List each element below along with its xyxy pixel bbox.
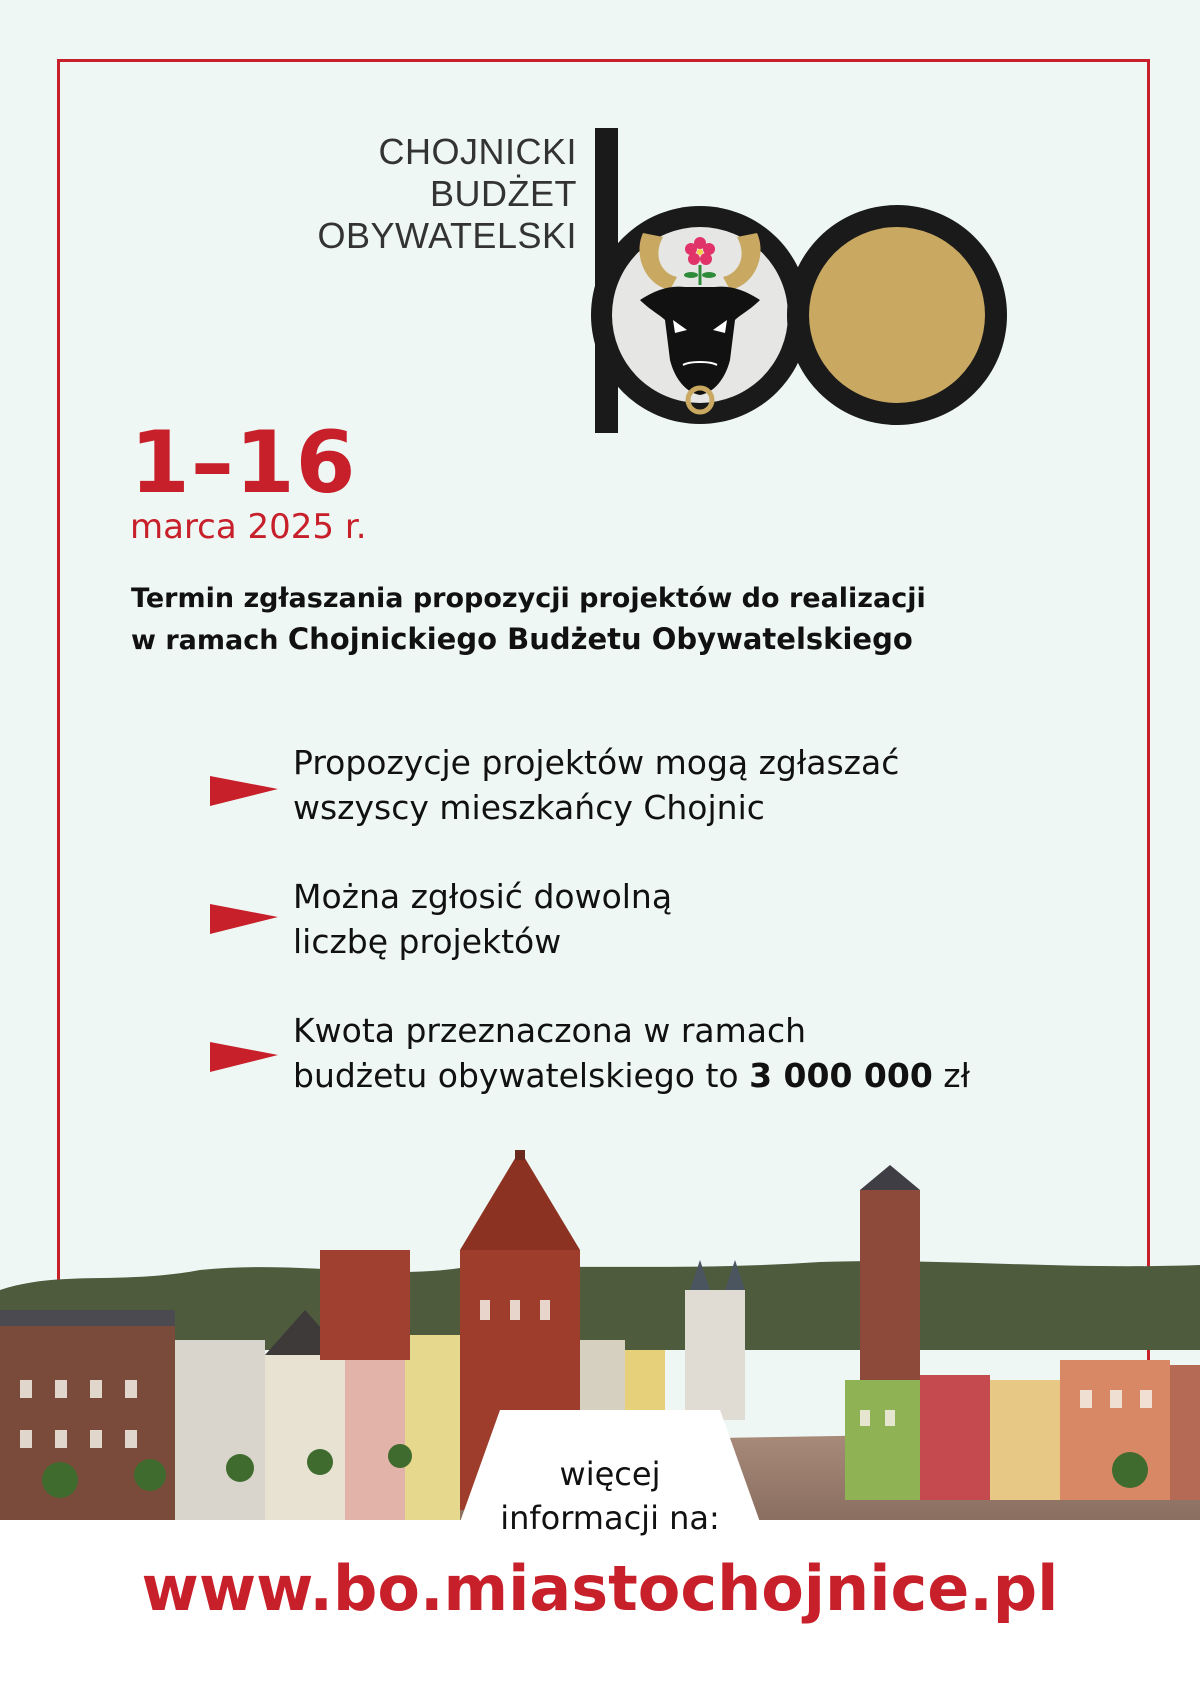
- website-link[interactable]: www.bo.miastochojnice.pl: [141, 1552, 1059, 1625]
- bullet-3-prefix: budżetu obywatelskiego to: [293, 1056, 750, 1095]
- bullet-3-suffix: zł: [932, 1056, 971, 1095]
- more-info-line-2: informacji na:: [500, 1499, 720, 1537]
- bullet-2-line-1: Można zgłosić dowolną: [293, 877, 673, 916]
- subheading-line-2: [131, 619, 1131, 661]
- date-range: 1–16: [130, 413, 357, 513]
- logo-line-1: CHOJNICKI: [378, 131, 577, 172]
- more-info-line-1: więcej: [559, 1455, 661, 1493]
- subheading-bold: Chojnickiego Budżetu Obywatelskiego: [287, 622, 913, 656]
- bullet-3-line-2: [293, 1053, 1093, 1098]
- bullet-1-line-1: Propozycje projektów mogą zgłaszać: [293, 743, 900, 782]
- month-year: marca 2025 r.: [130, 507, 367, 547]
- bullet-3-line-1: Kwota przeznaczona w ramach: [293, 1011, 807, 1050]
- budget-amount: 3 000 000: [749, 1056, 933, 1095]
- bo-logo: [585, 125, 1035, 440]
- subheading: [131, 578, 1131, 661]
- logo-line-3: OBYWATELSKI: [317, 215, 577, 256]
- arrow-bullet-icon: [210, 774, 280, 808]
- arrow-bullet-icon: [210, 1040, 280, 1074]
- more-info-text: [460, 1452, 760, 1540]
- logo-line-2: BUDŻET: [430, 173, 577, 214]
- arrow-bullet-icon: [210, 902, 280, 936]
- subheading-line-1: Termin zgłaszania propozycji projektów do realizacji: [131, 583, 926, 614]
- bullet-3: [293, 1008, 1093, 1098]
- bullet-1-line-2: wszyscy mieszkańcy Chojnic: [293, 788, 765, 827]
- bullet-1: [293, 740, 1093, 830]
- logo-wordmark: [300, 131, 577, 257]
- subheading-prefix: w ramach: [131, 625, 288, 656]
- bullet-2-line-2: liczbę projektów: [293, 922, 562, 961]
- bullet-2: [293, 874, 1093, 964]
